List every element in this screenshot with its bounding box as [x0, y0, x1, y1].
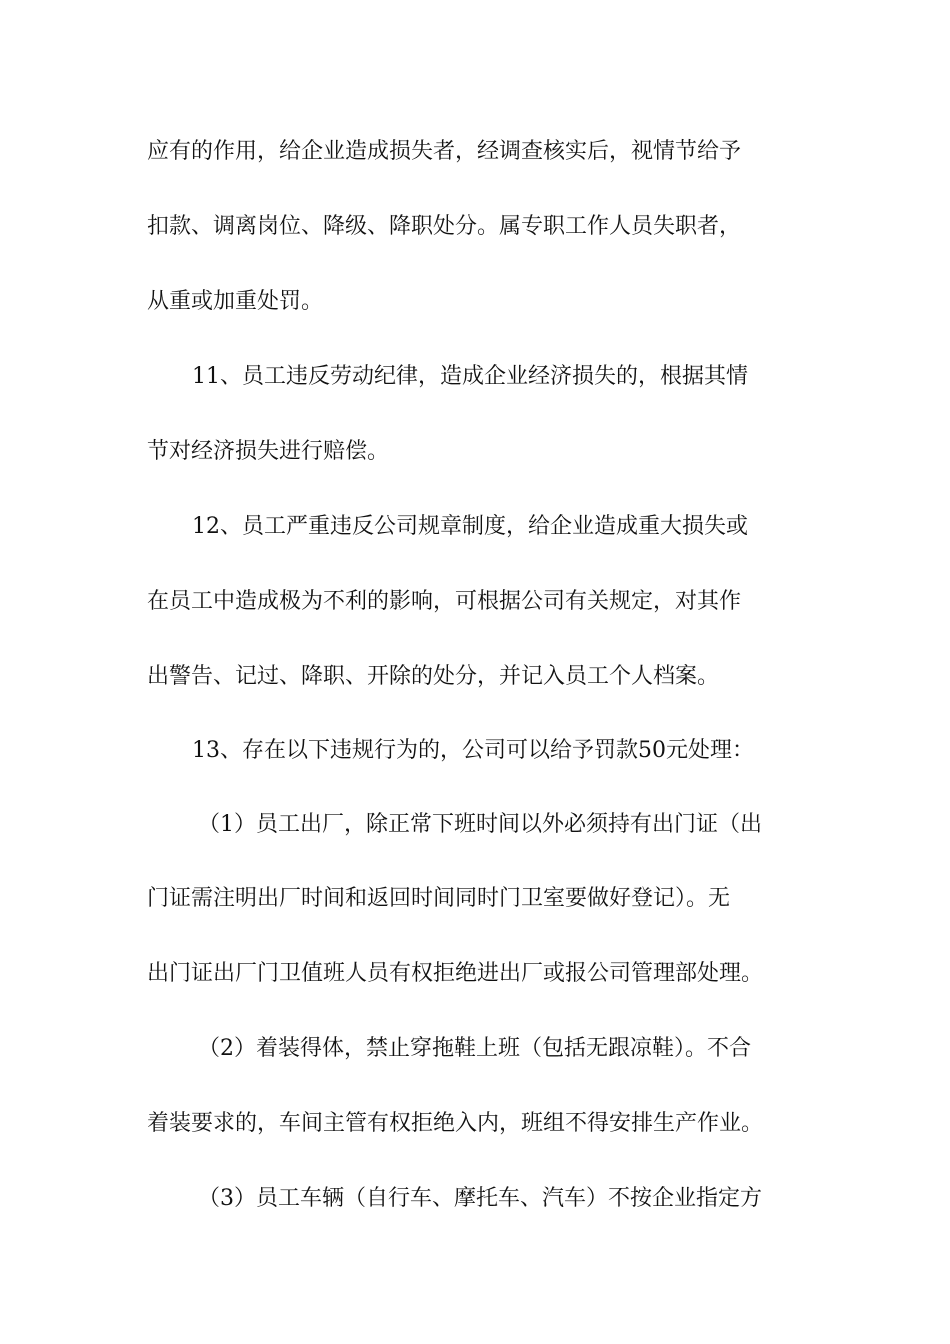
text-line: 节对经济损失进行赔偿。: [147, 439, 390, 464]
item-3-start: （3）员工车辆（自行车、摩托车、汽车）不按企业指定方: [198, 1186, 762, 1211]
text-line: 出警告、记过、降职、开除的处分，并记入员工个人档案。: [147, 664, 720, 689]
text-line: 在员工中造成极为不利的影响，可根据公司有关规定，对其作: [147, 589, 742, 614]
text-line: 门证需注明出厂时间和返回时间同时门卫室要做好登记）。无: [147, 886, 731, 911]
paragraph-12-start: 12、员工严重违反公司规章制度，给企业造成重大损失或: [192, 514, 748, 539]
text-line: 出门证出厂门卫值班人员有权拒绝进出厂或报公司管理部处理。: [147, 961, 764, 986]
text-line: 应有的作用，给企业造成损失者，经调查核实后，视情节给予: [147, 139, 742, 164]
text-line: 着装要求的，车间主管有权拒绝入内，班组不得安排生产作业。: [147, 1111, 764, 1136]
text-line: 扣款、调离岗位、降级、降职处分。属专职工作人员失职者，: [147, 214, 742, 239]
paragraph-13-start: 13、存在以下违规行为的，公司可以给予罚款50元处理：: [192, 738, 754, 763]
item-1-start: （1）员工出厂，除正常下班时间以外必须持有出门证（出: [198, 812, 762, 837]
item-2-start: （2）着装得体，禁止穿拖鞋上班（包括无跟凉鞋）。不合: [198, 1036, 751, 1061]
paragraph-11-start: 11、员工违反劳动纪律，造成企业经济损失的，根据其情: [192, 364, 748, 389]
text-line: 从重或加重处罚。: [147, 289, 324, 314]
